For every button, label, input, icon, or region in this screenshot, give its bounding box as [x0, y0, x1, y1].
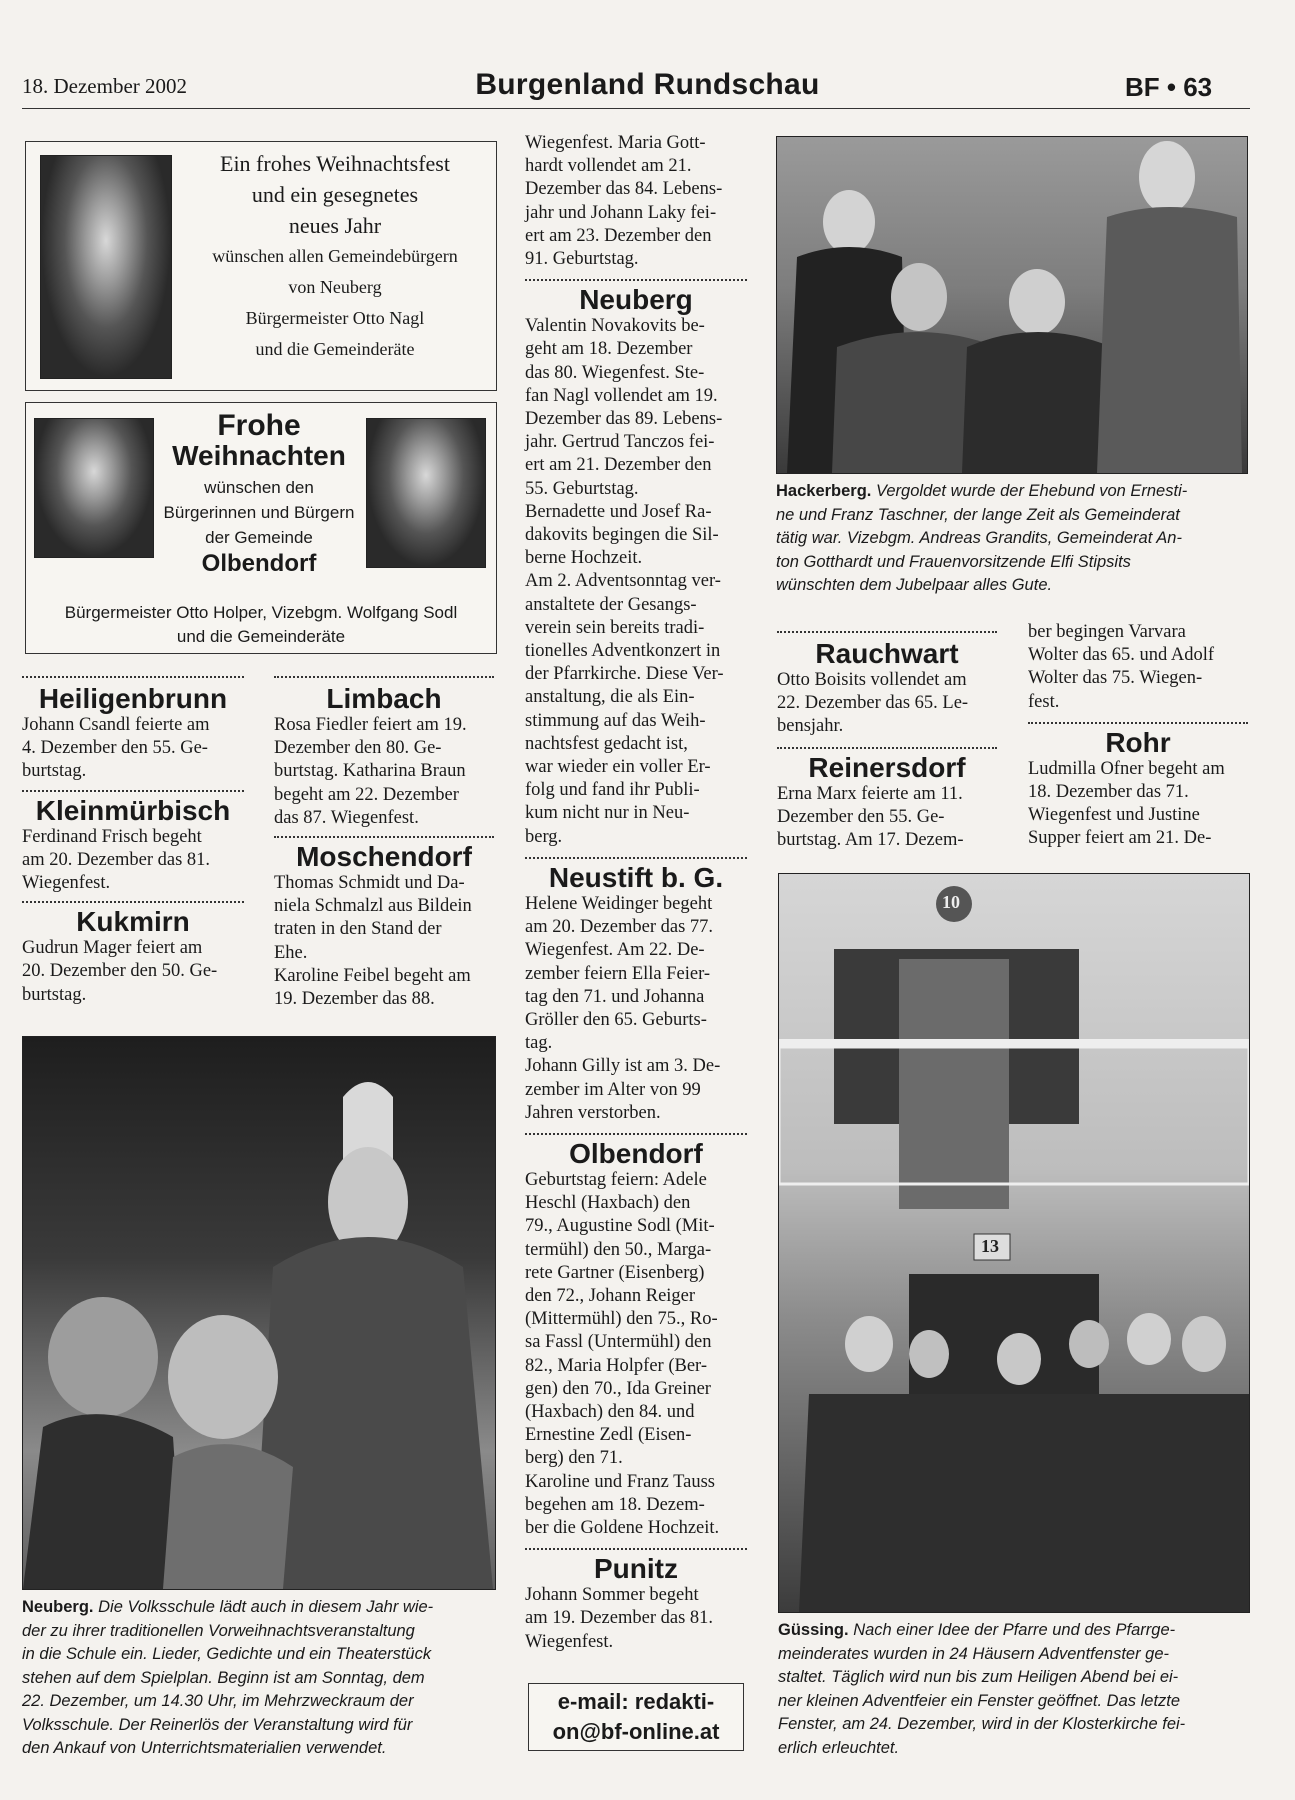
section-text: Valentin Novakovits be- geht am 18. Dezember das 80. Wiegenfest. Ste- fan Nagl vollendet am 19. Dezember das 89. Lebens- jahr. Gertrud Tanczos fei- ert am 21. Dezember den 55. Geburtstag. Bernadette und Josef Ra- dakovits begingen die Sil- berne Hochzeit. Am 2. Adventsonntag ver- anstaltete der Gesangs- verein sein bereits tradi- tionelles Adventkonzert in der Pfarrkirche. Diese Ver- anstaltung, die als Ein- stimmung auf das Weih- nachtsfest gedacht ist, war wieder ein voller Er- folg und fand ihr Publi- kum nicht nur in Neu- berg.	[525, 316, 724, 847]
neuberg-caption	[22, 1596, 498, 1761]
photo-sketch	[777, 137, 1247, 473]
greeting-line: und ein gesegnetes	[251, 182, 419, 207]
section-text: Helene Weidinger begeht am 20. Dezember das 77. Wiegenfest. Am 22. De- zember feiern Ella Feier- tag den 71. und Johanna Gröller den 65. Geburts- tag. Johann Gilly ist am 3. De- zember im Alter von 99 Jahren verstorben.	[525, 893, 721, 1123]
section-text: Otto Boisits vollendet am 22. Dezember das 65. Le- bensjahr.	[777, 670, 969, 737]
hackerberg-caption	[776, 480, 1248, 598]
greeting-line: Ein frohes Weihnachtsfest	[220, 151, 450, 176]
section-heading: Limbach	[326, 683, 442, 714]
vice-mayor-portrait	[366, 418, 486, 568]
section-heading: Neuberg	[579, 284, 693, 316]
section-text: Ferdinand Frisch begeht am 20. Dezember das 81. Wiegenfest.	[22, 826, 211, 894]
greeting-line: wünschen den	[204, 478, 314, 497]
section-text: Wiegenfest. Maria Gott- hardt vollendet am 21. Dezember das 84. Lebens- jahr und Johann Laky fei- ert am 23. Dezember den 91. Geburtstag.	[525, 133, 723, 270]
column-2	[274, 676, 494, 1011]
house-number-lower: 13	[981, 1236, 999, 1256]
section-text: Rosa Fiedler feiert am 19. Dezember den 80. Ge- burtstag. Katharina Braun begeht am 22. Dezember das 87. Wiegenfest.	[274, 715, 467, 828]
greeting-ad-olbendorf	[25, 402, 497, 654]
issue-date: 18. Dezember 2002	[22, 74, 188, 98]
page-number: BF • 63	[1125, 72, 1213, 102]
neuberg-school-photo	[22, 1036, 496, 1590]
greeting-line: Bürgermeister Otto Nagl	[245, 308, 425, 328]
section-heading: Heiligenbrunn	[38, 683, 228, 714]
greeting-title: Weihnachten	[172, 440, 346, 471]
section-heading: Rauchwart	[815, 638, 959, 669]
section-text: Thomas Schmidt und Da- niela Schmalzl aus Bildein traten in den Stand der Ehe. Karoline Feibel begeht am 19. Dezember das 88.	[274, 873, 472, 1010]
caption-place: Hackerberg.	[776, 482, 872, 500]
newspaper-title: Burgenland Rundschau	[475, 68, 820, 101]
greeting-signature: Bürgermeister Otto Holper, Vizebgm. Wolfgang Sodl	[64, 603, 458, 622]
section-text: Geburtstag feiern: Adele Heschl (Haxbach) den 79., Augustine Sodl (Mit- termühl) den 50., Marga- rete Gartner (Eisenberg) den 72., Johann Reiger (Mittermühl) den 75., Ro- sa Fassl (Untermühl) den 82., Maria Holpfer (Ber- gen) den 70., Ida Greiner (Haxbach) den 84. und Ernestine Zedl (Eisen- berg) den 71. Karoline und Franz Tauss begehen am 18. Dezem- ber die Goldene Hochzeit.	[525, 1169, 720, 1538]
greeting-ad-neuberg	[25, 141, 497, 391]
section-text: Johann Csandl feierte am 4. Dezember den 55. Ge- burtstag.	[22, 715, 210, 782]
section-heading: Reinersdorf	[808, 751, 966, 783]
greeting-title: Frohe	[217, 409, 301, 442]
section-heading: Neustift b. G.	[548, 861, 724, 893]
section-text: Johann Sommer begeht am 19. Dezember das 81. Wiegenfest.	[525, 1585, 714, 1652]
section-text: Erna Marx feierte am 11. Dezember den 55. Ge- burtstag. Am 17. Dezem-	[777, 783, 964, 851]
section-text: Ludmilla Ofner begeht am 18. Dezember das 71. Wiegenfest und Justine Supper feiert am 21. De-	[1028, 758, 1225, 849]
caption-place: Neuberg.	[22, 1598, 94, 1616]
house-number-upper: 10	[942, 892, 960, 912]
section-heading: Punitz	[594, 1553, 678, 1585]
email-box[interactable]: e-mail: redakti- on@bf-online.at	[528, 1683, 744, 1751]
guessing-caption	[778, 1619, 1250, 1760]
caption-text: Vergoldet wurde der Ehebund von Ernesti- ne und Franz Taschner, der lange Zeit als Gemeinderat tätig war. Vizebgm. Andreas Grandits, Gemeinderat An- ton Gotthardt und Frauenvorsitzende Elfi Stipsits wünschten dem Jubelpaar alles Gute.	[776, 482, 1188, 594]
section-heading: Moschendorf	[296, 841, 472, 873]
guessing-advent-window-photo	[778, 873, 1250, 1613]
column-4	[777, 631, 997, 852]
greeting-line: der Gemeinde	[205, 528, 313, 547]
photo-sketch	[779, 874, 1249, 1612]
greeting-line: und die Gemeinderäte	[255, 339, 415, 359]
caption-text: Nach einer Idee der Pfarre und des Pfarrge- meinderates wurden in 24 Häusern Adventfenster ge- staltet. Täglich wird nun bis zum Heiligen Abend bei ei- ner kleinen Adventfeier ein Fenster geöffnet. Das letzte Fenster, am 24. Dezember, wird in der Klosterkirche fei- erlich erleuchtet.	[778, 1621, 1186, 1757]
mayor-portrait	[40, 155, 172, 379]
section-text: Gudrun Mager feiert am 20. Dezember den 50. Ge- burtstag.	[22, 938, 218, 1005]
greeting-line: von Neuberg	[288, 277, 382, 297]
greeting-line: neues Jahr	[288, 213, 382, 238]
section-heading: Kukmirn	[76, 906, 190, 938]
section-heading: Kleinmürbisch	[35, 794, 231, 826]
hackerberg-photo	[776, 136, 1248, 474]
mayor-portrait	[34, 418, 154, 558]
section-heading: Rohr	[1105, 726, 1171, 758]
greeting-place: Olbendorf	[201, 550, 317, 577]
greeting-line: Bürgerinnen und Bürgern	[163, 503, 355, 522]
caption-text: Die Volksschule lädt auch in diesem Jahr wie- der zu ihrer traditionellen Vorweihnachtsveranstaltung in die Schule ein. Lieder, Gedichte und ein Theaterstück stehen auf dem Spielplan. Beginn ist am Sonntag, dem 22. Dezember, um 14.30 Uhr, im Mehrzweckraum der Volksschule. Der Reinerlös der Veranstaltung wird für den Ankauf von Unterrichtsmaterialien verwendet.	[22, 1598, 434, 1757]
greeting-signature: und die Gemeinderäte	[176, 627, 346, 646]
column-5	[1028, 621, 1248, 851]
header-rule	[22, 108, 1250, 109]
photo-sketch	[23, 1037, 495, 1589]
column-1	[22, 676, 244, 1007]
caption-place: Güssing.	[778, 1621, 849, 1639]
greeting-line: wünschen allen Gemeindebürgern	[212, 246, 458, 266]
section-text: ber begingen Varvara Wolter das 65. und Adolf Wolter das 75. Wiegen- fest.	[1028, 622, 1215, 712]
section-heading: Olbendorf	[569, 1137, 703, 1169]
column-3	[525, 132, 747, 1654]
